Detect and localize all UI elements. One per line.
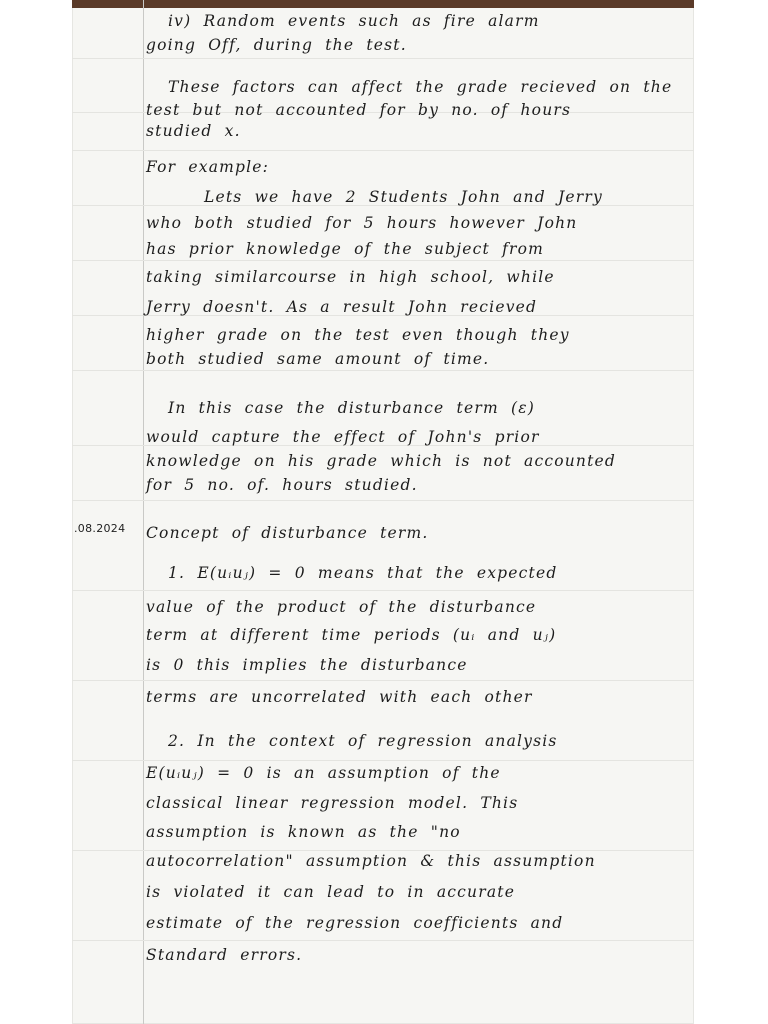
text-line: iv) Random events such as fire alarm xyxy=(168,12,540,30)
text-line: is 0 this implies the disturbance xyxy=(146,656,468,674)
left-background xyxy=(0,0,72,1024)
right-background xyxy=(694,0,768,1024)
ruled-line xyxy=(72,680,694,681)
text-line: both studied same amount of time. xyxy=(146,350,490,368)
text-line: test but not accounted for by no. of hours xyxy=(146,101,572,119)
text-line: going Off, during the test. xyxy=(146,36,407,54)
section-heading: Concept of disturbance term. xyxy=(146,524,429,542)
notebook-page xyxy=(72,0,694,1024)
text-line: In this case the disturbance term (ε) xyxy=(168,399,535,417)
text-line: for 5 no. of. hours studied. xyxy=(146,476,418,494)
ruled-line xyxy=(72,590,694,591)
ruled-line xyxy=(72,370,694,371)
text-line: classical linear regression model. This xyxy=(146,794,519,812)
text-line: would capture the effect of John's prior xyxy=(146,428,540,446)
text-line: who both studied for 5 hours however John xyxy=(146,214,578,232)
text-line: knowledge on his grade which is not accounted xyxy=(146,452,617,470)
text-line: is violated it can lead to in accurate xyxy=(146,883,516,901)
text-line: higher grade on the test even though they xyxy=(146,326,570,344)
ruled-line xyxy=(72,260,694,261)
text-line: terms are uncorrelated with each other xyxy=(146,688,533,706)
text-line: For example: xyxy=(146,158,270,176)
text-line: E(uᵢuⱼ) = 0 is an assumption of the xyxy=(146,764,501,782)
text-line: autocorrelation" assumption & this assumption xyxy=(146,852,596,870)
text-line: studied x. xyxy=(146,122,241,140)
text-line: Lets we have 2 Students John and Jerry xyxy=(204,188,603,206)
text-line: estimate of the regression coefficients and xyxy=(146,914,564,932)
text-line: assumption is known as the "no xyxy=(146,823,461,841)
text-line: term at different time periods (uᵢ and uⱼ) xyxy=(146,626,557,644)
page-top-edge xyxy=(72,0,694,8)
ruled-line xyxy=(72,850,694,851)
ruled-line xyxy=(72,500,694,501)
text-line: value of the product of the disturbance xyxy=(146,598,537,616)
ruled-line xyxy=(72,940,694,941)
text-line: Standard errors. xyxy=(146,946,303,964)
ruled-line xyxy=(72,150,694,151)
margin-line xyxy=(143,0,144,1024)
ruled-line xyxy=(72,58,694,59)
text-line: Jerry doesn't. As a result John recieved xyxy=(146,298,538,316)
text-line: These factors can affect the grade recieved on the xyxy=(168,78,673,96)
ruled-line xyxy=(72,760,694,761)
margin-date: .08.2024 xyxy=(74,522,126,535)
text-line: 2. In the context of regression analysis xyxy=(168,732,558,750)
text-line: 1. E(uᵢuⱼ) = 0 means that the expected xyxy=(168,564,558,582)
text-line: has prior knowledge of the subject from xyxy=(146,240,545,258)
text-line: taking similarcourse in high school, while xyxy=(146,268,555,286)
